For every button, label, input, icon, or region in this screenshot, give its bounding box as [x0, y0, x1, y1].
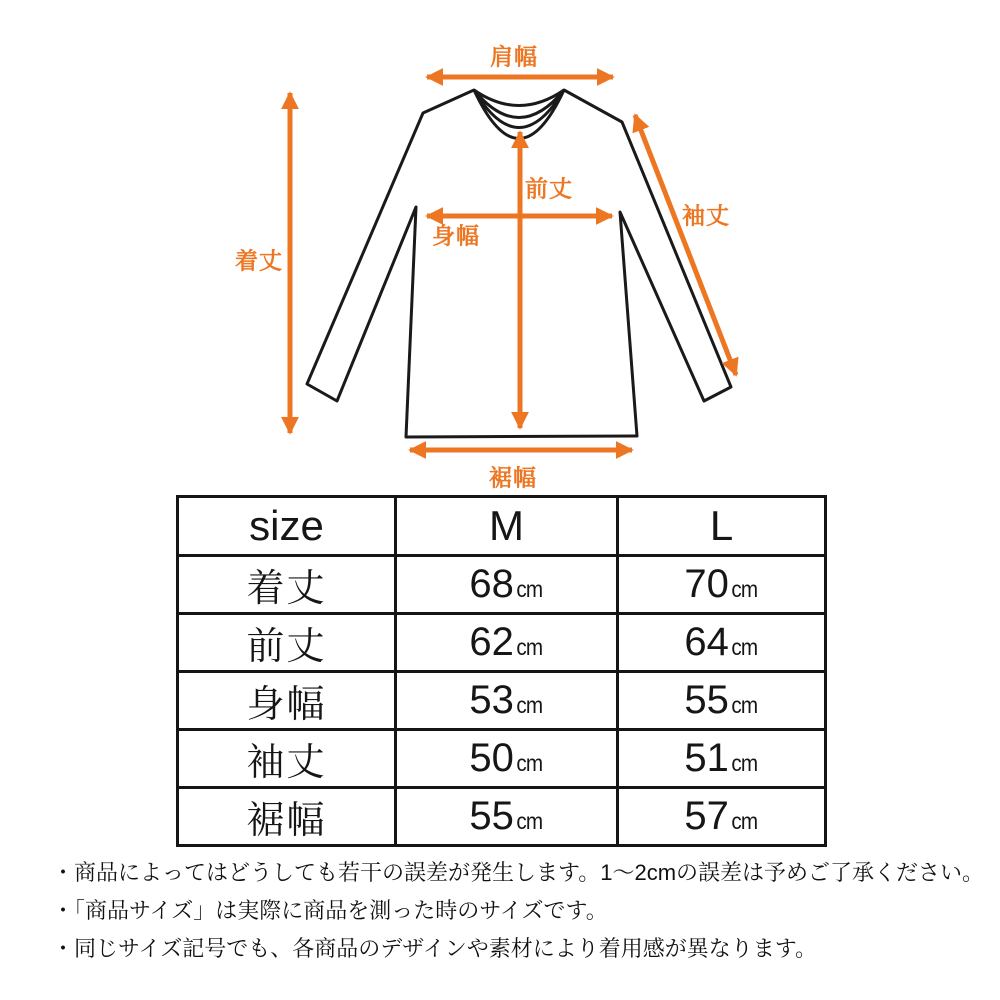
unit-label: cm	[516, 576, 543, 602]
row-label: 着丈	[178, 556, 396, 614]
value-cell-m	[396, 730, 618, 788]
body-width-label: 身幅	[432, 222, 480, 249]
measurement-value: 68	[469, 562, 514, 606]
unit-label: cm	[516, 750, 543, 776]
measurement-value: 57	[684, 794, 729, 838]
unit-label: cm	[516, 692, 543, 718]
value-cell-m	[396, 672, 618, 730]
measurement-value: 62	[469, 620, 514, 664]
note-fit-differs: ・同じサイズ記号でも、各商品のデザインや素材により着用感が異なります。	[52, 936, 817, 961]
table-row	[178, 730, 826, 788]
table-row	[178, 556, 826, 614]
row-label: 袖丈	[178, 730, 396, 788]
table-row	[178, 614, 826, 672]
value-cell-l	[618, 788, 826, 846]
measurement-value: 55	[684, 678, 729, 722]
unit-label: cm	[731, 576, 758, 602]
row-label: 前丈	[178, 614, 396, 672]
disclaimer-notes	[52, 860, 985, 976]
size-l-header-cell: L	[618, 497, 826, 556]
front-length-label: 前丈	[525, 175, 573, 202]
value-cell-l	[618, 730, 826, 788]
sleeve-length-label: 袖丈	[682, 202, 730, 229]
measurement-value: 64	[684, 620, 729, 664]
unit-label: cm	[731, 808, 758, 834]
unit-label: cm	[731, 692, 758, 718]
measurement-value: 70	[684, 562, 729, 606]
body-length-label: 着丈	[235, 247, 283, 274]
unit-label: cm	[516, 634, 543, 660]
measurement-value: 55	[469, 794, 514, 838]
row-label: 裾幅	[178, 788, 396, 846]
measurement-value: 53	[469, 678, 514, 722]
value-cell-l	[618, 556, 826, 614]
value-cell-m	[396, 614, 618, 672]
value-cell-m	[396, 556, 618, 614]
table-row	[178, 788, 826, 846]
unit-label: cm	[731, 750, 758, 776]
measurement-value: 51	[684, 736, 729, 780]
table-row	[178, 672, 826, 730]
row-label: 身幅	[178, 672, 396, 730]
shirt-drawing	[0, 0, 1000, 495]
measurement-value: 50	[469, 736, 514, 780]
note-measured-size: ・「商品サイズ」は実際に商品を測った時のサイズです。	[52, 898, 608, 923]
garment-diagram	[0, 0, 1000, 495]
value-cell-l	[618, 614, 826, 672]
size-table-header-row	[178, 497, 826, 556]
size-m-header-cell: M	[396, 497, 618, 556]
value-cell-m	[396, 788, 618, 846]
size-table	[176, 495, 827, 847]
shoulder-width-label: 肩幅	[490, 43, 538, 70]
unit-label: cm	[731, 634, 758, 660]
value-cell-l	[618, 672, 826, 730]
hem-width-label: 裾幅	[489, 464, 537, 491]
size-header-cell: size	[178, 497, 396, 556]
unit-label: cm	[516, 808, 543, 834]
note-tolerance: ・商品によってはどうしても若干の誤差が発生します。1～2cmの誤差は予めご了承ください。	[52, 860, 985, 885]
